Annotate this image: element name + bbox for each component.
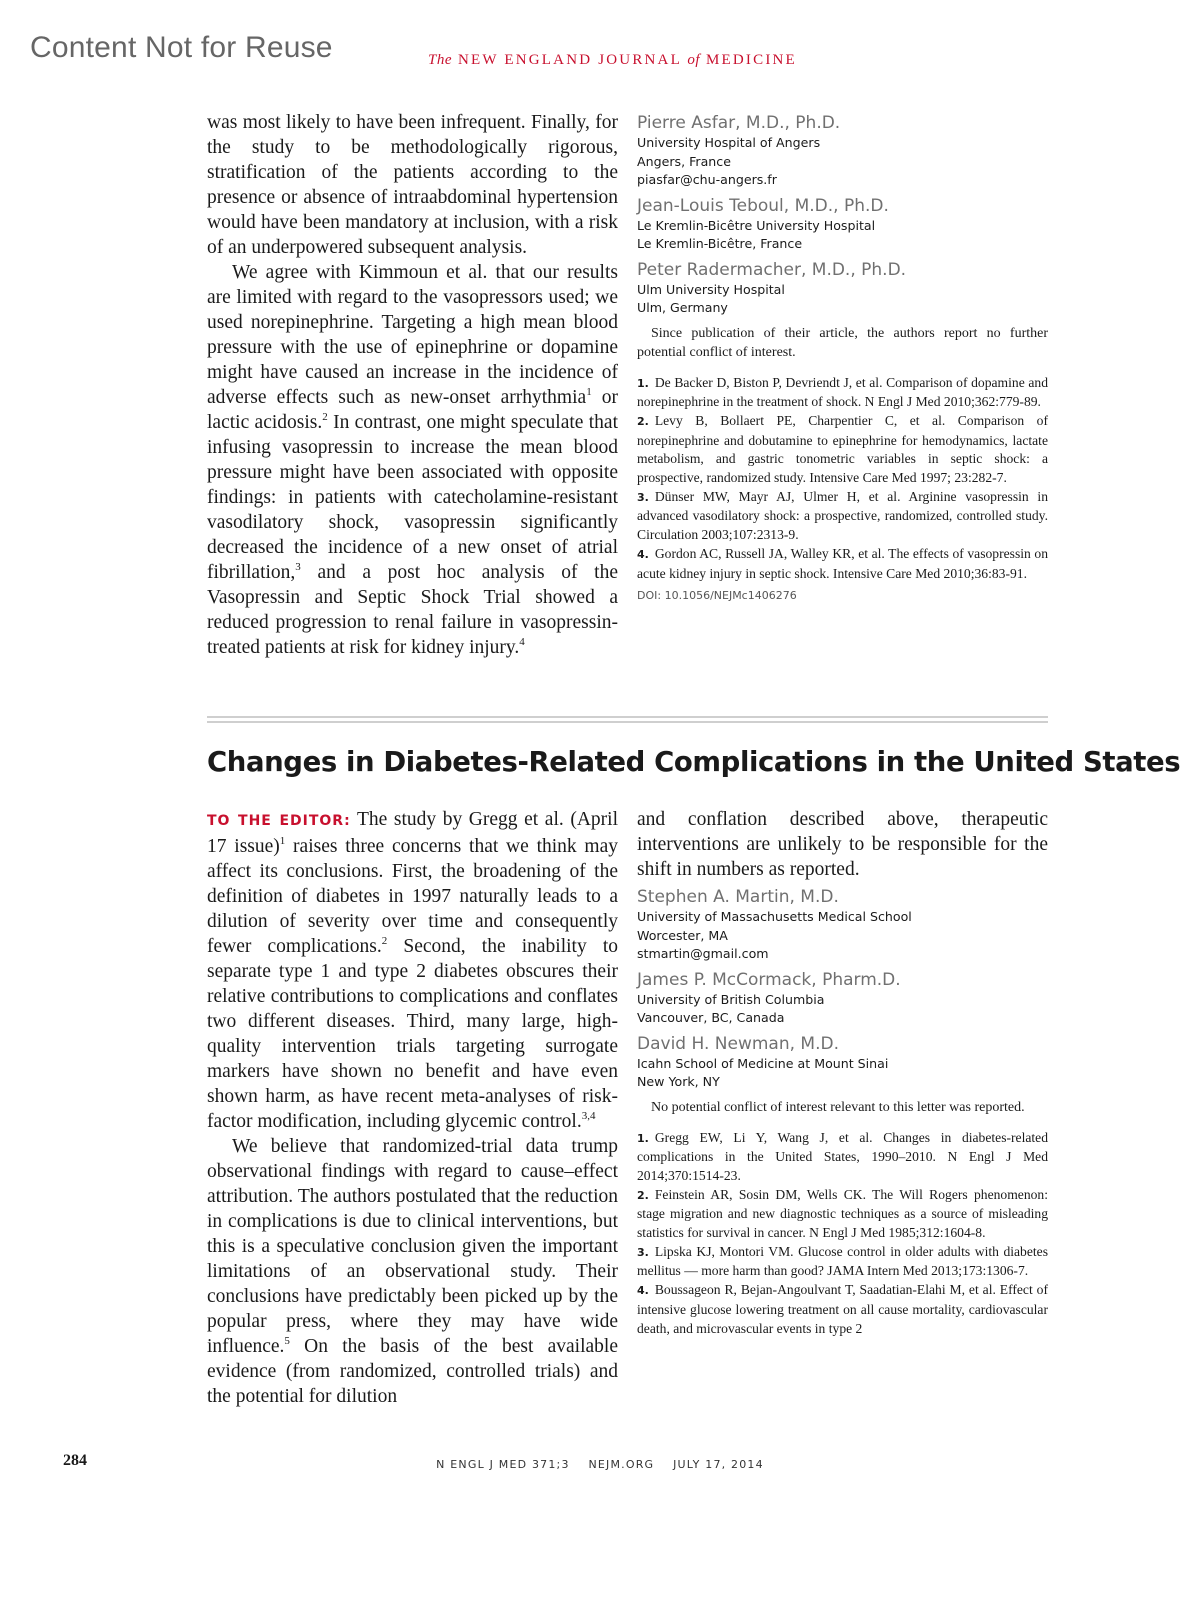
article-p1-c: Second, the inability to separate type 1 and type 2 diabetes obscures their relative contributions to complications and conflates two different diseases. Third, many large, high-quality intervention trials targeting surrogate markers have shown no benefit and have even shown harm, as have recent meta-analyses of risk-factor modification, including glycemic control. bbox=[207, 936, 618, 1132]
author-location: Ulm, Germany bbox=[637, 300, 728, 315]
top-right-column bbox=[637, 112, 1048, 602]
reference-text: Gregg EW, Li Y, Wang J, et al. Changes in diabetes-related complications in the United States, 1990–2010. N Engl J Med 2014;370:1514-23. bbox=[637, 1129, 1048, 1183]
reference-item bbox=[637, 1129, 1048, 1186]
journal-name-part: NEW ENGLAND JOURNAL bbox=[452, 52, 688, 68]
reference-number: 3. bbox=[637, 490, 649, 504]
article-right-column bbox=[637, 807, 1048, 1338]
author-name: James P. McCormack, Pharm.D. bbox=[637, 969, 901, 990]
section-divider bbox=[207, 721, 1048, 723]
top-left-column bbox=[207, 110, 618, 660]
references-list bbox=[637, 374, 1048, 584]
author-location: Le Kremlin-Bicêtre, France bbox=[637, 236, 803, 251]
section-divider bbox=[207, 716, 1048, 718]
author-affiliation: University of British Columbia bbox=[637, 991, 825, 1007]
citation-sup: 5 bbox=[284, 1334, 290, 1347]
reference-number: 3. bbox=[637, 1245, 649, 1259]
reference-item bbox=[637, 488, 1048, 545]
citation-sup: 4 bbox=[519, 635, 525, 648]
reference-item bbox=[637, 1243, 1048, 1281]
citation-sup: 2 bbox=[322, 410, 328, 423]
author-block bbox=[637, 112, 1048, 190]
disclosure-statement: Since publication of their article, the authors report no further potential conflict of interest. bbox=[637, 325, 1048, 360]
journal-header bbox=[428, 52, 797, 69]
article-p2-b: On the basis of the best available evidence (from randomized, controlled trials) and the potential for dilution bbox=[207, 1336, 618, 1407]
page-number: 284 bbox=[63, 1452, 87, 1469]
reference-item bbox=[637, 1281, 1048, 1338]
author-affiliation: University of Massachusetts Medical School bbox=[637, 909, 912, 924]
author-email[interactable]: piasfar@chu-angers.fr bbox=[637, 172, 777, 187]
author-block bbox=[637, 886, 1048, 964]
author-name: David H. Newman, M.D. bbox=[637, 1033, 839, 1054]
reference-text: Levy B, Bollaert PE, Charpentier C, et al. Comparison of norepinephrine and dobutamine to epinephrine for hemodynamics, lactate metabolism, and gastric tonometric variables in septic shock: a prospective, randomized study. Intensive Care Med 1997; 23:282-7. bbox=[637, 412, 1048, 486]
reference-text: Feinstein AR, Sosin DM, Wells CK. The Will Rogers phenomenon: stage migration and new diagnostic techniques as a source of misleading statistics for survival in cancer. N Engl J Med 1985;312:1604-8. bbox=[637, 1186, 1048, 1241]
reference-number: 2. bbox=[637, 414, 649, 428]
lead-in: TO THE EDITOR: bbox=[207, 813, 351, 829]
top-p2-text-a: We agree with Kimmoun et al. that our results are limited with regard to the vasopressors used; we used norepinephrine. Targeting a high mean blood pressure with the use of epinephrine or dopamine might have caused an increase in the incidence of adverse effects such as new-onset arrhythmia bbox=[207, 262, 618, 408]
citation-sup: 3 bbox=[295, 560, 301, 573]
reference-text: Gordon AC, Russell JA, Walley KR, et al. The effects of vasopressin on acute kidney injury in septic shock. Intensive Care Med 2010;36:83-91. bbox=[637, 545, 1048, 581]
citation-sup: 1 bbox=[586, 385, 592, 398]
reference-number: 1. bbox=[637, 1131, 649, 1145]
reference-text: De Backer D, Biston P, Devriendt J, et al. Comparison of dopamine and norepinephrine in the treatment of shock. N Engl J Med 2010;362:779-89. bbox=[637, 374, 1048, 410]
article-p2-a: We believe that randomized-trial data trump observational findings with regard to cause–effect attribution. The authors postulated that the reduction in complications is due to clinical interventions, but this is a speculative conclusion given the important limitations of an observational study. Their conclusions have predictably been picked up by the popular press, where they may have wide influence. bbox=[207, 1136, 618, 1357]
author-location: Worcester, MA bbox=[637, 927, 728, 943]
top-p2-text-c: In contrast, one might speculate that infusing vasopressin to increase the mean blood pressure might have been associated with opposite findings: in patients with catecholamine-resistant vasodilatory shock, vasopressin significantly decreased the incidence of a new onset of atrial fibrillation, bbox=[207, 412, 618, 583]
page-footer: N ENGL J MED 371;3 NEJM.ORG JULY 17, 2014 bbox=[436, 1458, 764, 1471]
reference-number: 1. bbox=[637, 376, 649, 390]
citation-sup: 1 bbox=[279, 834, 286, 847]
top-p2-text-d: and a post hoc analysis of the Vasopressin and Septic Shock Trial showed a reduced progression to renal failure in vasopressin-treated patients at risk for kidney injury. bbox=[207, 562, 618, 658]
reference-item bbox=[637, 1186, 1048, 1243]
author-block bbox=[637, 195, 1048, 254]
reference-number: 4. bbox=[637, 1284, 649, 1298]
doi[interactable]: DOI: 10.1056/NEJMc1406276 bbox=[637, 589, 797, 603]
reference-text: Boussageon R, Bejan-Angoulvant T, Saadatian-Elahi M, et al. Effect of intensive glucose lowering treatment on all cause mortality, cardiovascular death, and microvascular events in type 2 bbox=[637, 1282, 1048, 1336]
article-paragraph-1 bbox=[207, 807, 618, 1134]
citation-sup: 3,4 bbox=[581, 1109, 596, 1122]
author-location: Angers, France bbox=[637, 153, 731, 169]
author-affiliation: Ulm University Hospital bbox=[637, 281, 785, 297]
journal-of: of bbox=[687, 52, 701, 68]
top-paragraph-1: was most likely to have been infrequent. Finally, for the study to be methodologically rigorous, stratification of the patients according to the presence or absence of intraabdominal hypertension would have been mandatory at inclusion, with a risk of an underpowered subsequent analysis. bbox=[207, 112, 618, 258]
author-block bbox=[637, 1033, 1048, 1092]
watermark: Content Not for Reuse bbox=[30, 31, 333, 64]
article-continuation: and conflation described above, therapeutic interventions are unlikely to be responsible for the shift in numbers as reported. bbox=[637, 809, 1048, 880]
author-affiliation: Le Kremlin-Bicêtre University Hospital bbox=[637, 217, 876, 233]
reference-number: 4. bbox=[637, 547, 649, 561]
journal-medicine: MEDICINE bbox=[700, 52, 797, 68]
article-paragraph-2 bbox=[207, 1134, 618, 1409]
article-title: Changes in Diabetes-Related Complications in the United States bbox=[207, 746, 1181, 778]
references-list bbox=[637, 1129, 1048, 1339]
reference-item bbox=[637, 412, 1048, 488]
top-p2-text-b: or lactic acidosis. bbox=[207, 387, 618, 433]
author-block bbox=[637, 259, 1048, 318]
author-name: Pierre Asfar, M.D., Ph.D. bbox=[637, 113, 841, 133]
reference-item bbox=[637, 374, 1048, 412]
author-block bbox=[637, 969, 1048, 1028]
disclosure-statement: No potential conflict of interest relevant to this letter was reported. bbox=[651, 1099, 1025, 1115]
author-location: Vancouver, BC, Canada bbox=[637, 1010, 785, 1025]
author-affiliation: Icahn School of Medicine at Mount Sinai bbox=[637, 1055, 889, 1071]
author-name: Stephen A. Martin, M.D. bbox=[637, 887, 839, 907]
top-paragraph-2 bbox=[207, 260, 618, 660]
author-affiliation: University Hospital of Angers bbox=[637, 135, 821, 150]
author-location: New York, NY bbox=[637, 1074, 720, 1089]
reference-item bbox=[637, 545, 1048, 583]
author-name: Peter Radermacher, M.D., Ph.D. bbox=[637, 259, 907, 280]
reference-text: Lipska KJ, Montori VM. Glucose control in older adults with diabetes mellitus — more harm than good? JAMA Intern Med 2013;173:1306-7. bbox=[637, 1243, 1048, 1279]
reference-number: 2. bbox=[637, 1188, 649, 1202]
author-email[interactable]: stmartin@gmail.com bbox=[637, 946, 769, 961]
article-p1-b: raises three concerns that we think may affect its conclusions. First, the broadening of the definition of diabetes in 1997 naturally leads to a dilution of severity over time and consequently fewer complications. bbox=[207, 836, 618, 957]
journal-the: The bbox=[428, 52, 452, 68]
author-name: Jean-Louis Teboul, M.D., Ph.D. bbox=[637, 195, 889, 216]
article-left-column bbox=[207, 807, 618, 1409]
citation-sup: 2 bbox=[381, 934, 388, 947]
reference-text: Dünser MW, Mayr AJ, Ulmer H, et al. Arginine vasopressin in advanced vasodilatory shock: a prospective, randomized, controlled study. Circulation 2003;107:2313-9. bbox=[637, 488, 1048, 543]
article-p1-a: The study by Gregg et al. (April 17 issue) bbox=[207, 809, 618, 857]
